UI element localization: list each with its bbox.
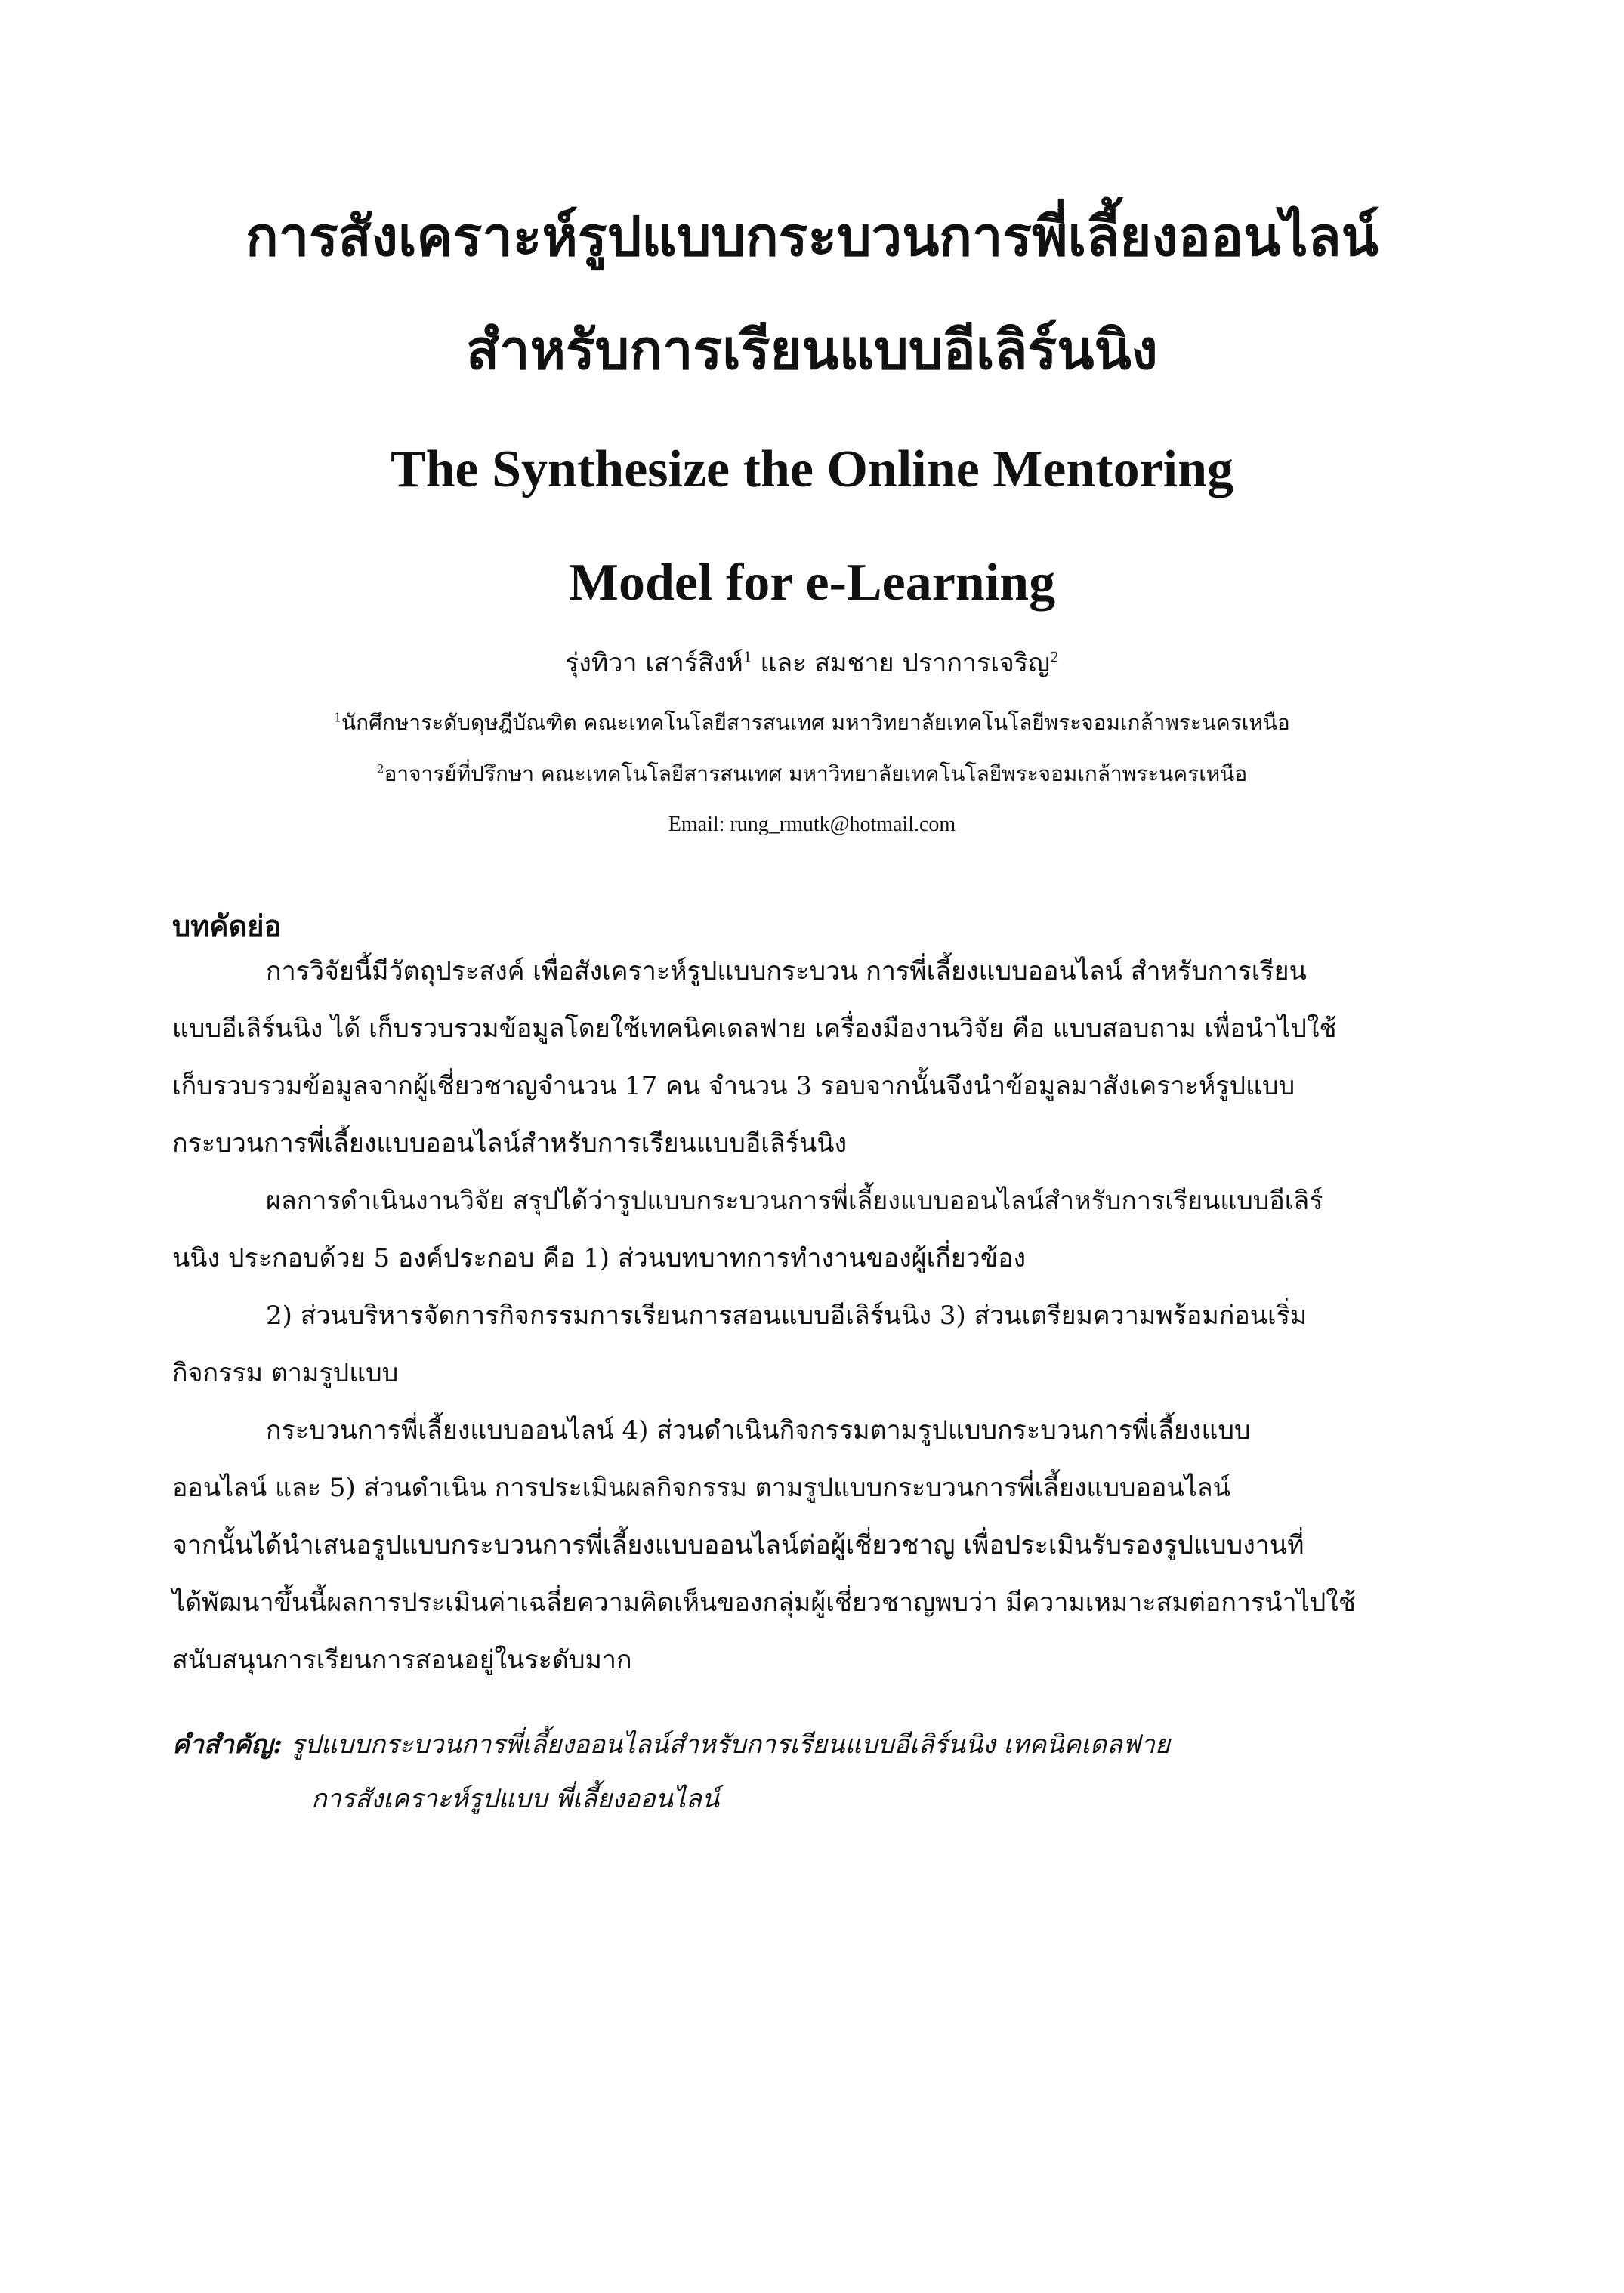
abstract-line: นนิง ประกอบด้วย 5 องค์ประกอบ คือ 1) ส่วนบทบาทการทำงานของผู้เกี่ยวข้อง bbox=[172, 1243, 1027, 1273]
affiliation-1 bbox=[0, 710, 1624, 736]
affiliation-1-mark: 1 bbox=[334, 711, 342, 725]
keywords-label: คำสำคัญ: bbox=[172, 1730, 283, 1760]
english-title-line-1: The Synthesize the Online Mentoring bbox=[390, 440, 1234, 498]
affiliation-2-mark: 2 bbox=[376, 762, 384, 776]
author-2-affil-mark: 2 bbox=[1050, 650, 1059, 666]
abstract-line: การวิจัยนี้มีวัตถุประสงค์ เพื่อสังเคราะห์รูปแบบกระบวน การพี่เลี้ยงแบบออนไลน์ สำหรับการเรียน bbox=[266, 956, 1307, 986]
keywords-line-1 bbox=[172, 1730, 1170, 1761]
contact-email: Email: rung_rmutk@hotmail.com bbox=[668, 813, 956, 836]
affiliation-2-text: อาจารย์ที่ปรึกษา คณะเทคโนโลยีสารสนเทศ มหาวิทยาลัยเทคโนโลยีพระจอมเกล้าพระนครเหนือ bbox=[384, 761, 1248, 786]
abstract-line: ผลการดำเนินงานวิจัย สรุปได้ว่ารูปแบบกระบวนการพี่เลี้ยงแบบออนไลน์สำหรับการเรียนแบบอีเลิร์ bbox=[266, 1186, 1323, 1216]
abstract-line: กระบวนการพี่เลี้ยงแบบออนไลน์ 4) ส่วนดำเนินกิจกรรมตามรูปแบบกระบวนการพี่เลี้ยงแบบ bbox=[266, 1415, 1251, 1446]
keywords-text-2: การสังเคราะห์รูปแบบ พี่เลี้ยงออนไลน์ bbox=[311, 1784, 720, 1814]
thai-title-line-1: การสังเคราะห์รูปแบบกระบวนการพี่เลี้ยงออนไลน์ bbox=[245, 204, 1379, 268]
author-line bbox=[0, 648, 1624, 679]
affiliation-1-text: นักศึกษาระดับดุษฎีบัณฑิต คณะเทคโนโลยีสารสนเทศ มหาวิทยาลัยเทคโนโลยีพระจอมเกล้าพระนครเหนือ bbox=[341, 710, 1290, 735]
author-1-name: รุ่งทิวา เสาร์สิงห์ bbox=[565, 648, 743, 678]
abstract-line: แบบอีเลิร์นนิง ได้ เก็บรวบรวมข้อมูลโดยใช้เทคนิคเดลฟาย เครื่องมืองานวิจัย คือ แบบสอบถาม เพื่อนำไปใช้ bbox=[172, 1014, 1337, 1044]
abstract-line: ออนไลน์ และ 5) ส่วนดำเนิน การประเมินผลกิจกรรม ตามรูปแบบกระบวนการพี่เลี้ยงแบบออนไลน์ bbox=[172, 1473, 1230, 1503]
abstract-line: จากนั้นได้นำเสนอรูปแบบกระบวนการพี่เลี้ยงแบบออนไลน์ต่อผู้เชี่ยวชาญ เพื่อประเมินรับรองรูปแบบงานที่ bbox=[172, 1530, 1304, 1560]
english-title-line-2: Model for e-Learning bbox=[568, 554, 1056, 612]
abstract-line: กิจกรรม ตามรูปแบบ bbox=[172, 1358, 399, 1388]
abstract-line: เก็บรวบรวมข้อมูลจากผู้เชี่ยวชาญจำนวน 17 คน จำนวน 3 รอบจากนั้นจึงนำข้อมูลมาสังเคราะห์รูปแบบ bbox=[172, 1071, 1295, 1101]
author-conjunction-and-author-2: และ สมชาย ปราการเจริญ bbox=[752, 648, 1051, 678]
affiliation-2 bbox=[0, 761, 1624, 787]
keywords-text-1: รูปแบบกระบวนการพี่เลี้ยงออนไลน์สำหรับการเรียนแบบอีเลิร์นนิง เทคนิคเดลฟาย bbox=[282, 1730, 1170, 1760]
author-1-affil-mark: 1 bbox=[743, 650, 752, 666]
abstract-heading: บทคัดย่อ bbox=[172, 909, 282, 943]
abstract-line: 2) ส่วนบริหารจัดการกิจกรรมการเรียนการสอนแบบอีเลิร์นนิง 3) ส่วนเตรียมความพร้อมก่อนเริ่ม bbox=[266, 1301, 1308, 1331]
abstract-line: ได้พัฒนาขึ้นนี้ผลการประเมินค่าเฉลี่ยความคิดเห็นของกลุ่มผู้เชี่ยวชาญพบว่า มีความเหมาะสมต่อการนำไปใช้ bbox=[172, 1588, 1356, 1618]
thai-title-line-2: สำหรับการเรียนแบบอีเลิร์นนิง bbox=[466, 317, 1158, 381]
abstract-line: สนับสนุนการเรียนการสอนอยู่ในระดับมาก bbox=[172, 1645, 632, 1675]
abstract-line: กระบวนการพี่เลี้ยงแบบออนไลน์สำหรับการเรียนแบบอีเลิร์นนิง bbox=[172, 1128, 848, 1159]
